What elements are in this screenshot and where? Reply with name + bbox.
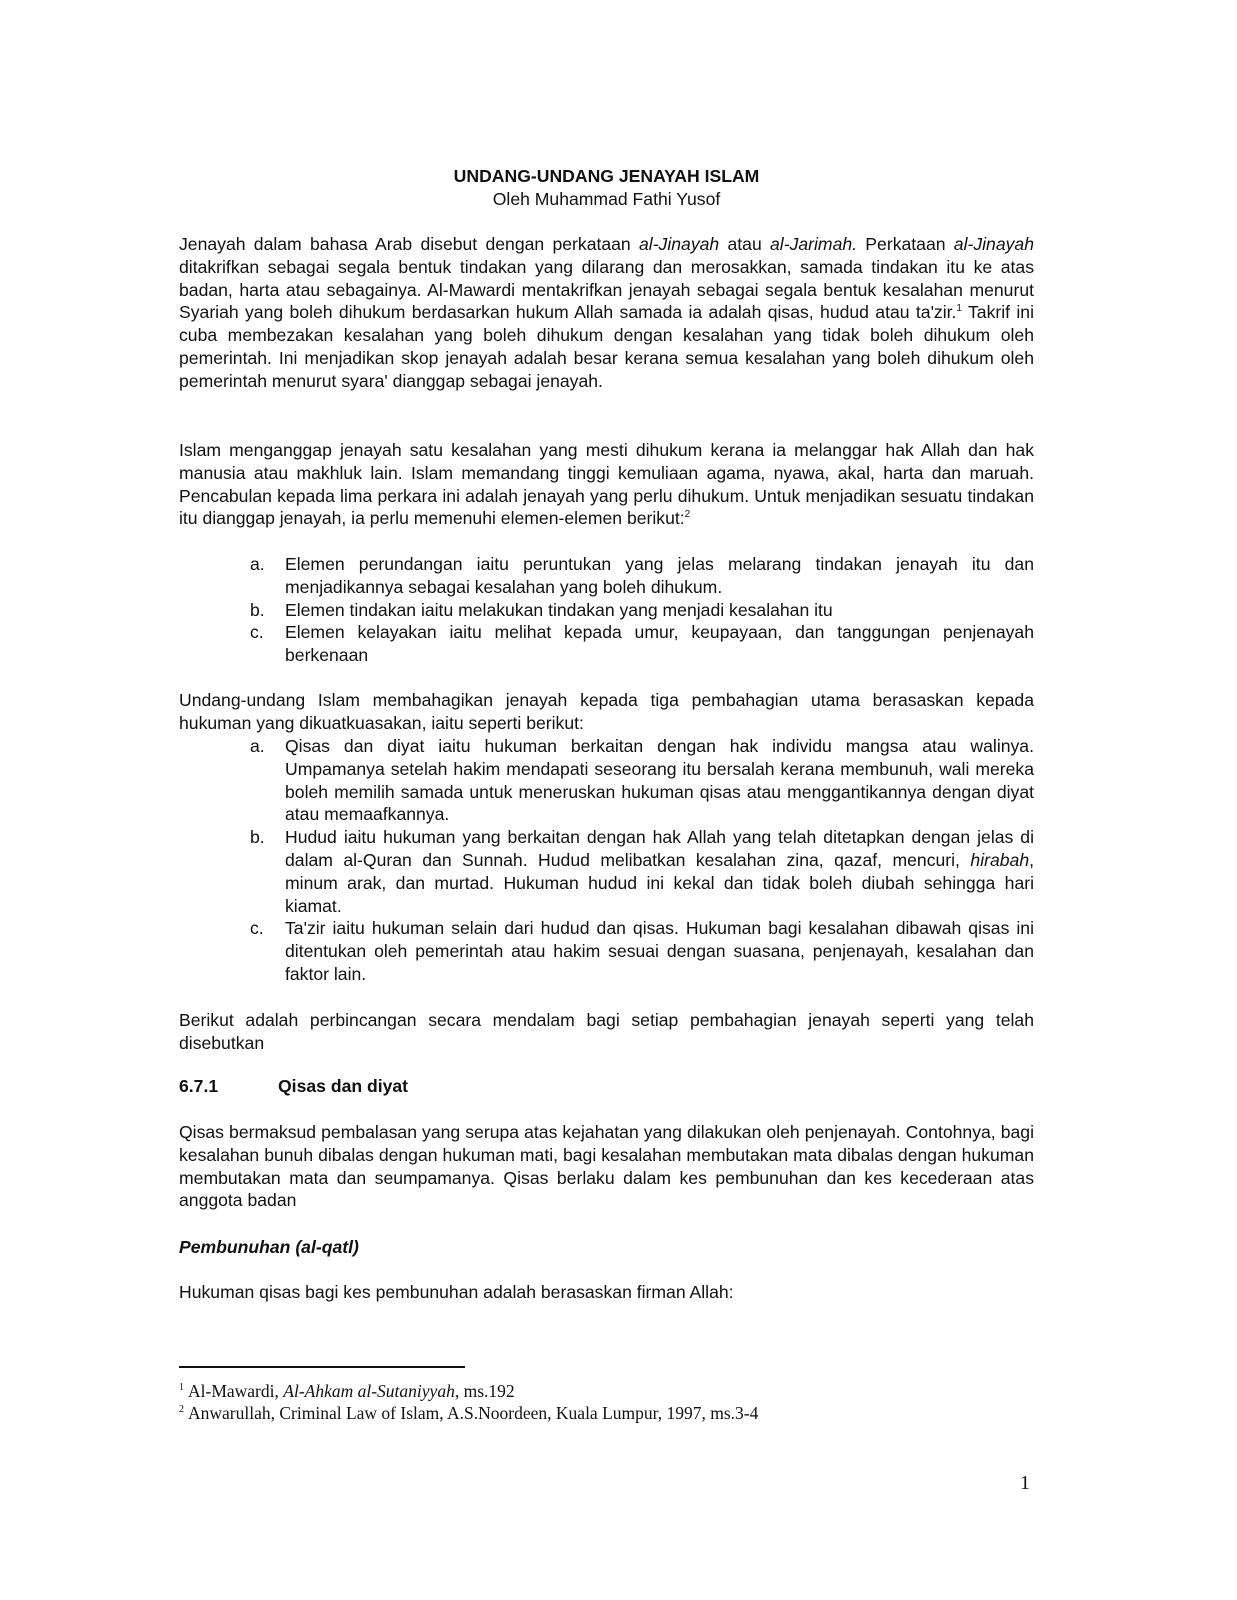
list-item [250, 599, 1034, 622]
footnote-1 [179, 1380, 515, 1402]
footnote-number: 2 [179, 1404, 184, 1415]
footnote-2 [179, 1402, 758, 1424]
italic-term: al-Jarimah. [770, 234, 858, 254]
text: Islam menganggap jenayah satu kesalahan yang mesti dihukum kerana ia melanggar hak Allah dan hak manusia atau makhluk lain. Islam memandang tinggi kemuliaan agama, nyawa, akal, harta dan maruah. Pencabulan kepada lima perkara ini adalah jenayah yang perlu dihukum. Untuk menjadikan sesuatu tindakan itu dianggap jenayah, ia perlu memenuhi elemen-elemen berikut: [179, 440, 1034, 529]
text: ditakrifkan sebagai segala bentuk tindakan yang dilarang dan merosakkan, samada tindakan itu ke atas badan, harta atau sebagainya. Al-Mawardi mentakrifkan jenayah sebagai segala bentuk kesalahan menurut Syariah yang boleh dihukum berdasarkan hukum Allah samada ia adalah qisas, hudud atau ta'zir. [179, 256, 1034, 323]
list-marker: a. [250, 736, 265, 756]
italic-term: al-Jinayah [639, 234, 720, 254]
list-item [250, 826, 1034, 917]
list-text: Elemen kelayakan iaitu melihat kepada umur, keupayaan, dan tanggungan penjenayah berkenaan [285, 622, 1034, 666]
footnote-divider [179, 1366, 465, 1368]
text: Takrif ini cuba membezakan kesalahan yang boleh dihukum dengan kesalahan yang tidak boleh dihukum oleh pemerintah. Ini menjadikan skop jenayah adalah besar kerana semua kesalahan yang boleh dihukum oleh pemerintah menurut syara' dianggap sebagai jenayah. [179, 302, 1034, 391]
text: Jenayah dalam bahasa Arab disebut dengan perkataan [179, 234, 639, 254]
footnote-number: 1 [179, 1382, 184, 1393]
list-marker: c. [250, 622, 264, 643]
paragraph-definition [179, 233, 1034, 393]
list-text [285, 826, 1034, 917]
author-line: Oleh Muhammad Fathi Yusof [492, 189, 721, 209]
paragraph-elements [179, 439, 1034, 530]
elements-list [250, 553, 1034, 667]
list-item [250, 917, 1034, 985]
list-item [250, 621, 1034, 667]
page-number: 1 [1020, 1472, 1030, 1494]
italic-term: hirabah [970, 849, 1030, 870]
subheading: Pembunuhan (al-qatl) [179, 1237, 359, 1257]
list-marker: b. [250, 827, 265, 848]
list-text: Elemen tindakan iaitu melakukan tindakan yang menjadi kesalahan itu [285, 599, 833, 620]
document-title: UNDANG-UNDANG JENAYAH ISLAM [453, 166, 760, 186]
paragraph-divisions: Undang-undang Islam membahagikan jenayah kepada tiga pembahagian utama berasaskan kepada hukuman yang dikuatkuasakan, iaitu seperti berikut: [179, 690, 1034, 733]
footnote-ref[interactable]: 1 [956, 303, 962, 315]
footnote-ref[interactable]: 2 [684, 509, 691, 521]
text: Perkataan [857, 234, 954, 254]
paragraph-qisas: Qisas bermaksud pembalasan yang serupa atas kejahatan yang dilakukan oleh penjenayah. Contohnya, bagi kesalahan bunuh dibalas dengan hukuman mati, bagi kesalahan membutakan mata dibalas dengan hukuman membutakan mata dan seumpamanya. Qisas berlaku dalam kes pembunuhan dan kes kecederaan atas anggota badan [179, 1122, 1034, 1211]
text: , minum arak, dan murtad. Hukuman hudud ini kekal dan tidak boleh diubah sehingga hari kiamat. [285, 849, 1034, 916]
list-text: Elemen perundangan iaitu peruntukan yang jelas melarang tindakan jenayah itu dan menjadikannya sebagai kesalahan yang boleh dihukum. [285, 554, 1034, 597]
text: , ms.192 [454, 1381, 515, 1401]
text: Al-Mawardi, [188, 1381, 284, 1401]
list-marker: b. [250, 599, 265, 620]
paragraph-hukuman: Hukuman qisas bagi kes pembunuhan adalah berasaskan firman Allah: [179, 1282, 734, 1302]
paragraph-intro-discussion: Berikut adalah perbincangan secara mendalam bagi setiap pembahagian jenayah seperti yang telah disebutkan [179, 1010, 1034, 1053]
list-text: Ta'zir iaitu hukuman selain dari hudud dan qisas. Hukuman bagi kesalahan dibawah qisas ini ditentukan oleh pemerintah atau hakim sesuai dengan suasana, penjenayah, kesalahan dan faktor lain. [285, 918, 1034, 984]
text: Anwarullah, Criminal Law of Islam, A.S.Noordeen, Kuala Lumpur, 1997, ms.3-4 [188, 1403, 759, 1423]
italic-term: al-Jinayah [953, 234, 1034, 254]
list-item [250, 735, 1034, 826]
text: atau [719, 234, 771, 254]
list-marker: c. [250, 918, 264, 939]
italic-title: Al-Ahkam al-Sutaniyyah [283, 1381, 455, 1401]
list-text: Qisas dan diyat iaitu hukuman berkaitan dengan hak individu mangsa atau walinya. Umpamanya setelah hakim mendapati seseorang itu bersalah kerana membunuh, wali mereka boleh memilih samada untuk meneruskan hukuman qisas atau menggantikannya dengan diyat atau memaafkannya. [285, 736, 1034, 825]
text: Hudud iaitu hukuman yang berkaitan dengan hak Allah yang telah ditetapkan dengan jelas di dalam al-Quran dan Sunnah. Hudud melibatkan kesalahan zina, qazaf, mencuri, [285, 827, 1034, 870]
list-item [250, 553, 1034, 599]
list-marker: a. [250, 554, 265, 574]
section-number: 6.7.1 [179, 1076, 219, 1096]
section-heading [179, 1075, 1034, 1098]
section-title: Qisas dan diyat [278, 1076, 409, 1096]
divisions-list [250, 735, 1034, 986]
